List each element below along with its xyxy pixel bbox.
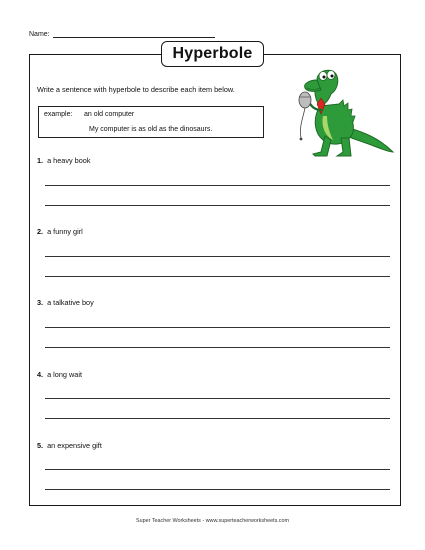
answer-line-5b[interactable] bbox=[45, 489, 390, 490]
example-box bbox=[38, 106, 264, 138]
question-text: a talkative boy bbox=[47, 298, 94, 307]
computer-mouse-cord bbox=[300, 108, 305, 138]
name-field bbox=[29, 30, 215, 38]
answer-line-1b[interactable] bbox=[45, 205, 390, 206]
dinosaur-icon bbox=[283, 66, 395, 162]
answer-line-4b[interactable] bbox=[45, 418, 390, 419]
dino-tail bbox=[347, 128, 393, 152]
question-4 bbox=[37, 370, 82, 379]
example-label: example: bbox=[44, 111, 73, 118]
answer-line-3a[interactable] bbox=[45, 327, 390, 328]
computer-mouse bbox=[299, 92, 311, 108]
question-number: 4. bbox=[37, 370, 44, 379]
worksheet-title bbox=[161, 41, 264, 67]
answer-line-5a[interactable] bbox=[45, 469, 390, 470]
dino-pupil-left bbox=[323, 76, 326, 79]
answer-line-1a[interactable] bbox=[45, 185, 390, 186]
answer-line-2a[interactable] bbox=[45, 256, 390, 257]
answer-line-2b[interactable] bbox=[45, 276, 390, 277]
question-2 bbox=[37, 227, 83, 236]
question-text: a funny girl bbox=[47, 227, 83, 236]
example-item: an old computer bbox=[84, 111, 135, 118]
question-number: 5. bbox=[37, 441, 44, 450]
cord-plug bbox=[300, 138, 303, 141]
dino-pupil-right bbox=[331, 75, 334, 78]
question-3 bbox=[37, 298, 94, 307]
instructions: Write a sentence with hyperbole to describe each item below. bbox=[37, 85, 235, 94]
answer-line-4a[interactable] bbox=[45, 398, 390, 399]
question-number: 3. bbox=[37, 298, 44, 307]
question-number: 2. bbox=[37, 227, 44, 236]
example-sentence: My computer is as old as the dinosaurs. bbox=[89, 126, 213, 133]
name-line[interactable] bbox=[53, 30, 215, 38]
question-text: a long wait bbox=[47, 370, 82, 379]
answer-line-3b[interactable] bbox=[45, 347, 390, 348]
footer-credit: Super Teacher Worksheets - www.superteacherworksheets.com bbox=[136, 518, 289, 524]
name-label: Name: bbox=[29, 31, 50, 38]
question-1 bbox=[37, 156, 91, 165]
question-text: an expensive gift bbox=[47, 441, 102, 450]
question-text: a heavy book bbox=[47, 156, 91, 165]
question-number: 1. bbox=[37, 156, 44, 165]
title-text: Hyperbole bbox=[172, 45, 253, 62]
question-5 bbox=[37, 441, 102, 450]
